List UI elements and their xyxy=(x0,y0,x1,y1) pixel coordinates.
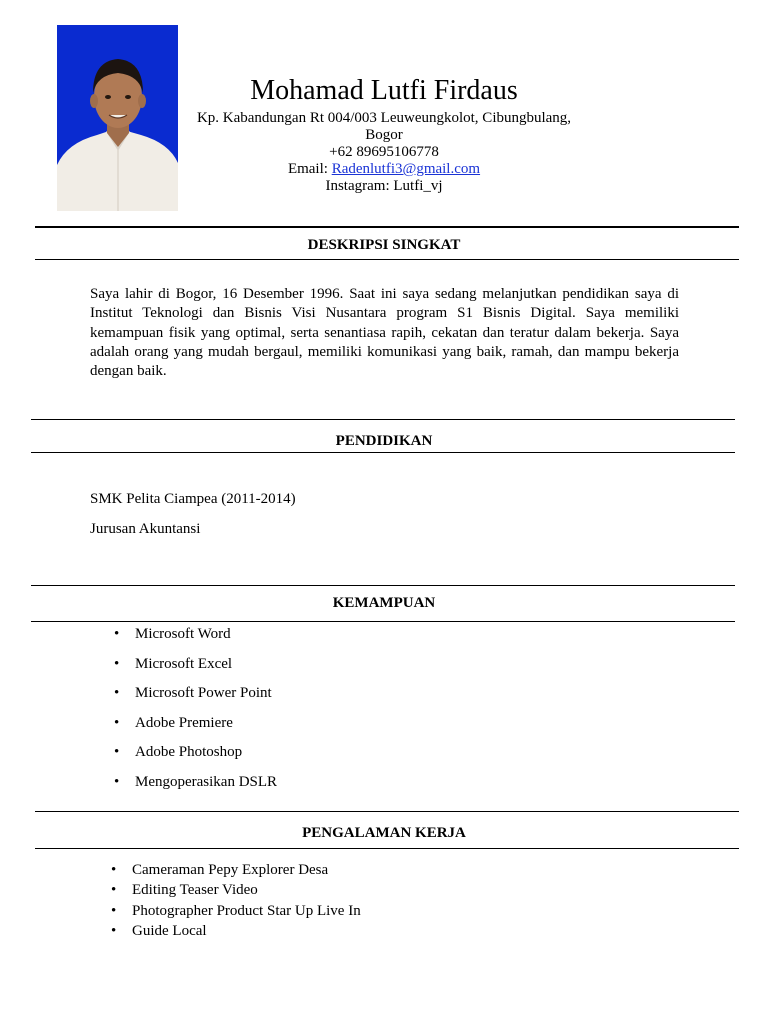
skill-label: Microsoft Word xyxy=(135,626,231,642)
section-title-description: DESKRIPSI SINGKAT xyxy=(307,237,461,253)
bullet-icon: • xyxy=(114,744,120,761)
list-item xyxy=(111,861,361,881)
section-title-skills: KEMAMPUAN xyxy=(332,595,436,611)
section-divider-bottom xyxy=(31,621,735,622)
experience-label: Editing Teaser Video xyxy=(132,882,258,899)
section-divider-bottom xyxy=(35,259,739,260)
list-item xyxy=(114,655,277,685)
skills-list xyxy=(114,625,278,803)
skill-label: Adobe Premiere xyxy=(135,714,233,731)
skill-label: Microsoft Excel xyxy=(135,655,233,672)
email-label: Email: xyxy=(287,161,332,177)
experience-label: Guide Local xyxy=(132,922,207,939)
section-title-experience: PENGALAMAN KERJA xyxy=(302,825,466,841)
profile-photo xyxy=(57,25,178,211)
section-divider-top xyxy=(35,811,739,812)
list-item xyxy=(114,714,277,744)
bullet-icon: • xyxy=(111,862,117,878)
bullet-icon: • xyxy=(111,922,117,939)
bullet-icon: • xyxy=(114,773,120,790)
address-city: Bogor xyxy=(365,127,403,143)
contact-header xyxy=(190,74,578,195)
section-divider-bottom xyxy=(31,452,735,453)
skill-label: Mengoperasikan DSLR xyxy=(135,773,278,790)
section-divider-top xyxy=(31,419,735,420)
skill-label: Microsoft Power Point xyxy=(135,685,272,702)
email-row xyxy=(190,161,578,178)
bullet-icon: • xyxy=(111,882,117,899)
experience-label: Cameraman Pepy Explorer Desa xyxy=(132,862,329,878)
section-title-education: PENDIDIKAN xyxy=(335,433,433,449)
list-item xyxy=(114,743,277,773)
bullet-icon: • xyxy=(114,714,120,731)
list-item xyxy=(114,625,277,655)
phone-number: +62 89695106778 xyxy=(329,144,439,160)
bullet-icon: • xyxy=(114,655,120,672)
education-school: SMK Pelita Ciampea (2011-2014) xyxy=(90,491,296,507)
bullet-icon: • xyxy=(114,626,120,642)
description-paragraph: Saya lahir di Bogor, 16 Desember 1996. Saat ini saya sedang melanjutkan pendidikan saya di Institut Teknologi dan Bisnis Visi Nusantara program S1 Bisnis Digital. Saya memiliki kemampuan fisik yang optimal, serta senantiasa rapih, cekatan dan teratur dalam bekerja. Saya adalah orang yang mudah bergaul, memiliki komunikasi yang baik, ramah, dan mampu bekerja dengan baik. xyxy=(90,286,679,380)
list-item xyxy=(111,902,361,922)
experience-label: Photographer Product Star Up Live In xyxy=(132,902,361,919)
skill-label: Adobe Photoshop xyxy=(135,744,243,761)
experience-list xyxy=(111,861,361,942)
education-major: Jurusan Akuntansi xyxy=(90,521,201,537)
person-portrait xyxy=(57,25,178,211)
section-divider-top xyxy=(31,585,735,586)
full-name: Mohamad Lutfi Firdaus xyxy=(250,75,518,106)
bullet-icon: • xyxy=(111,902,117,919)
section-divider-bottom xyxy=(35,848,739,849)
bullet-icon: • xyxy=(114,685,120,702)
email-link[interactable]: Radenlutfi3@gmail.com xyxy=(331,161,481,177)
list-item xyxy=(114,773,278,803)
instagram-handle: Instagram: Lutfi_vj xyxy=(325,178,443,194)
list-item xyxy=(114,684,277,714)
list-item xyxy=(111,881,361,901)
section-divider-top xyxy=(35,226,739,228)
list-item xyxy=(111,922,361,942)
address-line: Kp. Kabandungan Rt 004/003 Leuweungkolot, Cibungbulang, xyxy=(196,110,572,126)
